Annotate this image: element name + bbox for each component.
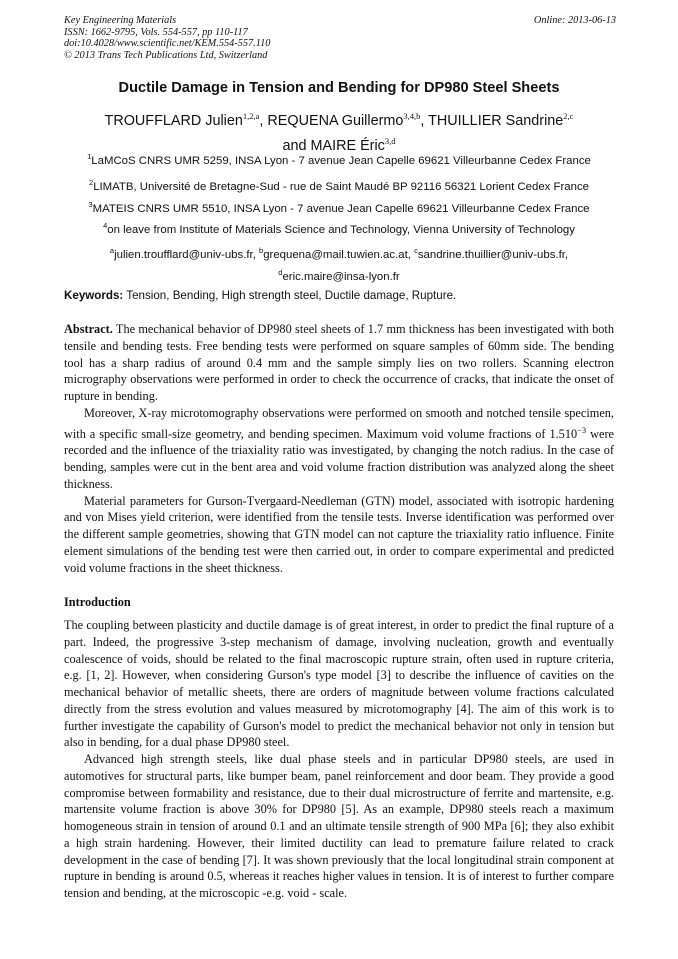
affiliation-number: 2 xyxy=(89,178,94,187)
affiliation-text: LaMCoS CNRS UMR 5259, INSA Lyon - 7 avenue Jean Capelle 69621 Villeurbanne Cedex France xyxy=(91,155,591,167)
author-superscript: 3,4,b xyxy=(403,111,421,121)
abstract-paragraph: Material parameters for Gurson-Tvergaard-Needleman (GTN) model, associated with isotropic hardening and von Mises yield criterion, were identified from the tensile tests. Inverse identification was performed over the different sample geometries, showing that GTN model can not capture the triaxiality ratio influence. Finite element simulations of the bending test were then carried out, in order to compare experimental and predicted void volume fractions in the sheet thickness. xyxy=(64,493,614,575)
author-emails xyxy=(40,242,638,286)
abstract-paragraph xyxy=(64,321,614,405)
author-superscript: 3,d xyxy=(384,136,396,146)
author-list xyxy=(40,106,638,156)
abstract-label: Abstract. xyxy=(64,322,113,336)
email-link[interactable]: julien.troufflard@univ-ubs.fr, xyxy=(114,249,260,261)
affiliation-1 xyxy=(30,152,648,167)
affiliation-number: 3 xyxy=(88,200,93,209)
abstract-text: were recorded and the influence of the triaxiality ratio was investigated, by changing the notch radius. In the case of bending, samples were cut in the bent area and void volume fraction distribution was analyzed along the sheet thickness. xyxy=(64,426,615,491)
introduction-paragraph: The coupling between plasticity and ductile damage is of great interest, in order to predict the final rupture of a part. Indeed, the progressive 3-step mechanism of damage, involving nucleation, growth and eventually coalescence of voids, should be related to the final macroscopic rupture strain, often used in rupture criteria, e.g. [1, 2]. However, when considering Gurson's type model [3] to describe the influence of cavities on the mechanical behavior of metallic sheets, there are orders of magnitude between volume fractions calculated directly from the stress evolution and values measured by microtomography [4]. The aim of this work is to further investigate the capability of Gurson's model to predict the mechanical behavior not only in tension but also in bending, for a dual phase DP980 steel. xyxy=(64,618,614,750)
email-link[interactable]: eric.maire@insa-lyon.fr xyxy=(282,271,400,283)
affiliation-text: LIMATB, Université de Bretagne-Sud - rue de Saint Maudé BP 92116 56321 Lorient Cedex France xyxy=(93,181,589,193)
email-link[interactable]: grequena@mail.tuwien.ac.at, xyxy=(263,249,415,261)
email-superscript: a xyxy=(109,246,115,255)
author-name: and MAIRE Éric xyxy=(282,138,385,154)
email-superscript: b xyxy=(259,246,264,255)
email-superscript: c xyxy=(414,246,418,255)
keywords xyxy=(64,289,624,302)
affiliation-3 xyxy=(30,200,648,215)
keywords-label: Keywords: xyxy=(64,289,124,302)
affiliation-number: 1 xyxy=(87,152,92,161)
author-separator: , xyxy=(420,113,429,129)
journal-name: Key Engineering Materials xyxy=(64,15,177,26)
abstract-text: The mechanical behavior of DP980 steel sheets of 1.7 mm thickness has been investigated with both tensile and bending tests. Free bending tests were performed on square samples of 60mm side. The bending tool has a sharp radius of around 0.4 mm and the sample simply lies on two rollers. Scanning electron micrography observations were performed in order to check the occurrence of cracks, that indicate the onset of rupture in bending. xyxy=(64,322,614,403)
journal-header xyxy=(64,15,616,61)
affiliation-4 xyxy=(30,221,648,236)
section-heading-introduction: Introduction xyxy=(64,595,131,609)
math-number: 1.510 xyxy=(549,426,578,441)
online-date: Online: 2013-06-13 xyxy=(533,15,616,26)
abstract-paragraph xyxy=(64,405,614,493)
paper-title: Ductile Damage in Tension and Bending for DP980 Steel Sheets xyxy=(118,80,560,96)
author-name: REQUENA Guillermo xyxy=(267,113,404,129)
email-superscript: d xyxy=(278,268,283,277)
author-name: THUILLIER Sandrine xyxy=(428,113,564,129)
affiliation-text: MATEIS CNRS UMR 5510, INSA Lyon - 7 avenue Jean Capelle 69621 Villeurbanne Cedex France xyxy=(92,203,590,215)
journal-doi: doi:10.4028/www.scientific.net/KEM.554-557.110 xyxy=(64,38,271,50)
author-superscript: 2,c xyxy=(563,111,574,121)
math-exponent: −3 xyxy=(577,424,587,435)
journal-copyright: © 2013 Trans Tech Publications Ltd, Switzerland xyxy=(64,49,268,61)
introduction-body xyxy=(64,617,614,902)
keywords-text: Tension, Bending, High strength steel, Ductile damage, Rupture. xyxy=(123,289,457,302)
affiliation-number: 4 xyxy=(103,221,108,230)
abstract-text: Moreover, X-ray microtomography observations were performed on smooth and notched tensile specimen, with a specific small-size geometry, and bending specimen. Maximum void volume fractions of xyxy=(64,405,614,441)
introduction-paragraph: Advanced high strength steels, like dual phase steels and in particular DP980 steels, are used in automotives for structural parts, like bumper beam, panel reinforcement and door beam. They provide a good compromise between formability and resistance, due to their dual microstructure of ferrite and martensite, e.g. martensite volume fraction is above 30% for DP980 [5]. As an example, DP980 steels reach a maximum homogeneous strain in tension of around 0.1 and an ultimate tensile strength of 900 MPa [6]; they also exhibit a high strain hardening. However, their limited ductility can lead to premature failure related to crack development in the case of bending [7]. It was shown previously that the local longitudinal strain component at rupture in bending is around 0.5, whereas it reaches higher values in tension. It is of interest to further compare tension and bending, at the microscopic -e.g. void - scale. xyxy=(64,752,614,900)
author-name: TROUFFLARD Julien xyxy=(104,113,243,129)
author-superscript: 1,2,a xyxy=(242,111,260,121)
affiliation-text: on leave from Institute of Materials Science and Technology, Vienna University of Technology xyxy=(107,224,575,236)
affiliation-2 xyxy=(30,178,648,193)
journal-issn: ISSN: 1662-9795, Vols. 554-557, pp 110-117 xyxy=(64,26,248,38)
author-separator: , xyxy=(259,113,268,129)
email-link[interactable]: sandrine.thuillier@univ-ubs.fr, xyxy=(417,249,569,261)
abstract xyxy=(64,321,614,576)
